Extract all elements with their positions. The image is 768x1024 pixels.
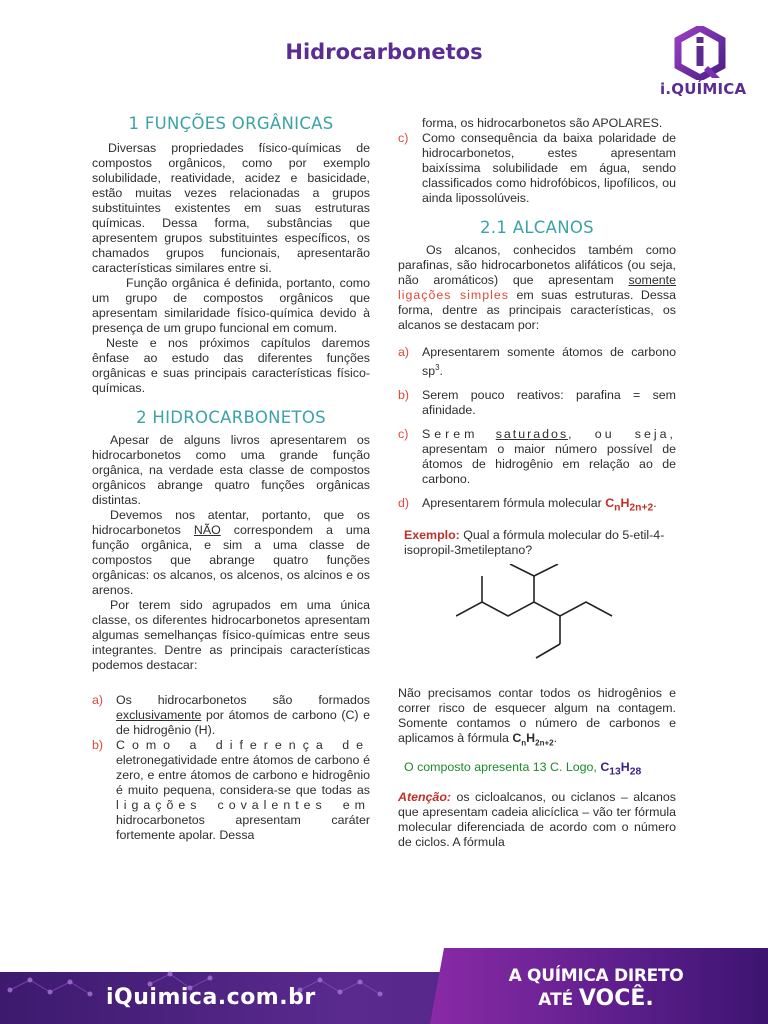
example-label: Exemplo: [404, 527, 460, 542]
logo-text: i.QUÍMICA [660, 80, 747, 98]
paragraph: Por terem sido agrupados em uma única classe, os diferentes hidrocarbonetos apresentam algumas semelhanças físico-químicas entre seus integrantes. Dentre as principais características podemos destacar: [92, 598, 370, 672]
list-marker: c) [398, 427, 409, 442]
list-item-text: Serem pouco reativos: parafina = sem afinidade. [422, 388, 676, 418]
list-item-text: Os hidrocarbonetos são formados exclusivamente por átomos de carbono (C) e de hidrogênio (H). [116, 693, 371, 737]
answer-formula: $C_{13}H_{28}$ [600, 760, 642, 778]
main-chain-bond [456, 602, 612, 616]
text-emphasis-nao: NÃO [193, 523, 221, 537]
list-item-text: Apresentarem fórmula molecular $C_nH_{2n+2}$. [422, 496, 657, 514]
paragraph: Não precisamos contar todos os hidrogênios e correr risco de esquecer algum na contagem. Somente contamos o número de carbonos e aplicamos à fórmula $C_nH_{2n+2}$. [398, 685, 676, 748]
list-item-text: Como consequência da baixa polaridade de hidrocarbonetos, estes apresentam baixíssima solubilidade em água, sendo classificados como hidrofóbicos, lipofílicos, ou ainda lipossolúveis. [422, 131, 676, 205]
list-marker: a) [398, 345, 410, 359]
right-column [398, 116, 676, 850]
paragraph: Neste e nos próximos capítulos daremos ênfase ao estudo das diferentes funções orgânicas e suas principais características físico-químicas. [92, 336, 370, 395]
isopropyl-bond [534, 564, 558, 576]
list-item-c [398, 131, 676, 206]
page-title: Hidrocarbonetos [285, 40, 483, 64]
section-heading-hidrocarbonetos: 2 HIDROCARBONETOS [136, 408, 326, 427]
list-item-alk-d [398, 496, 676, 515]
text: correspondem a uma função orgânica, e sim a uma classe de compostos que abrange quatro funções orgânicas: os alcanos, os alcenos, os alcinos e os arenos. [92, 523, 370, 597]
list-item-alk-b [398, 388, 676, 418]
section-heading-funcoes: 1 FUNÇÕES ORGÂNICAS [128, 114, 334, 133]
list-marker: c) [398, 131, 409, 145]
list-item-alk-c [398, 427, 676, 487]
formula-cnh2n2: $C_nH_{2n+2}$ [605, 496, 654, 514]
list-item-text: Serem saturados, ou seja, apresentam o maior número possível de átomos de hidrogênio em relação ao de carbono. [422, 427, 676, 487]
paragraph: Apesar de alguns livros apresentarem os hidrocarbonetos como uma grande função orgânica, na verdade esta classe de compostos orgânicos abrange quatro funções orgânicas distintas. [92, 433, 370, 507]
paragraph: Diversas propriedades físico-químicas de compostos orgânicos, como por exemplo solubilidade, reatividade, acidez e basicidade, estão muitas vezes relacionadas a grupos substituintes existentes em suas estruturas químicas. Dessa forma, substâncias que apresentem grupos substituintes específicos, os chamados grupos funcionais, apresentarão características similares entre si. [92, 141, 370, 275]
list-marker: b) [92, 738, 104, 752]
text: Devemos nos atentar, portanto, que os hidrocarbonetos [92, 508, 370, 537]
list-item-alk-a [398, 345, 676, 379]
list-marker: a) [92, 693, 104, 707]
ethyl-bond [536, 644, 560, 658]
paragraph [92, 508, 370, 598]
list-item-a [92, 693, 370, 738]
logo-hexagon-icon [674, 26, 726, 80]
list-marker: b) [398, 388, 410, 403]
paragraph: Função orgânica é definida, portanto, como um grupo de compostos orgânicos que apresentam similaridade físico-química devido à presença de um grupo funcional em comum. [92, 276, 370, 335]
list-item-text: Como a diferença de eletronegatividade entre átomos de carbono é zero, e entre átomos de carbono e hidrogênio é muito pequena, considera-se que todas as ligações covalentes em hidrocarbonetos apresentam caráter fortemente apolar. Dessa [116, 738, 370, 842]
example-question: Exemplo: Qual a fórmula molecular do 5-etil-4-isopropil-3metileptano? [404, 527, 665, 557]
isopropyl-bond [510, 564, 534, 576]
paragraph: Os alcanos, conhecidos também como parafinas, são hidrocarbonetos alifáticos (ou seja, não aromáticos) que apresentam somente ligações simples em suas estruturas. Dessa forma, dentre as principais características, os alcanos se destacam por: [398, 243, 676, 332]
iquimica-logo [660, 26, 747, 102]
left-column [92, 112, 370, 843]
list-marker: d) [398, 496, 410, 511]
list-item-b [92, 738, 370, 843]
footer-url-link[interactable]: iQuimica.com.br [106, 985, 316, 1010]
attention-paragraph: Atenção: os cicloalcanos, ou ciclanos – alcanos que apresentam cadeia alicíclica – vão ter fórmula molecular diferenciada de acordo com o número de ciclos. A fórmula [398, 789, 676, 849]
skeletal-structure-diagram [456, 564, 656, 674]
formula-cnh2n2: $C_nH_{2n+2}$ [512, 730, 554, 748]
list-item-text: Apresentarem somente átomos de carbono $sp^3$. [422, 345, 676, 379]
list-item-b-continuation: forma, os hidrocarbonetos são APOLARES. [422, 116, 663, 130]
footer-slogan-line2: ATÉ VOCÊ. [538, 986, 654, 1011]
attention-label: Atenção: [398, 789, 452, 804]
footer-slogan-line1: A QUÍMICA DIRETO [508, 966, 684, 986]
section-heading-alcanos: 2.1 ALCANOS [480, 218, 594, 237]
answer-line: O composto apresenta 13 C. Logo, $C_{13}H_{28}$ [404, 760, 642, 778]
